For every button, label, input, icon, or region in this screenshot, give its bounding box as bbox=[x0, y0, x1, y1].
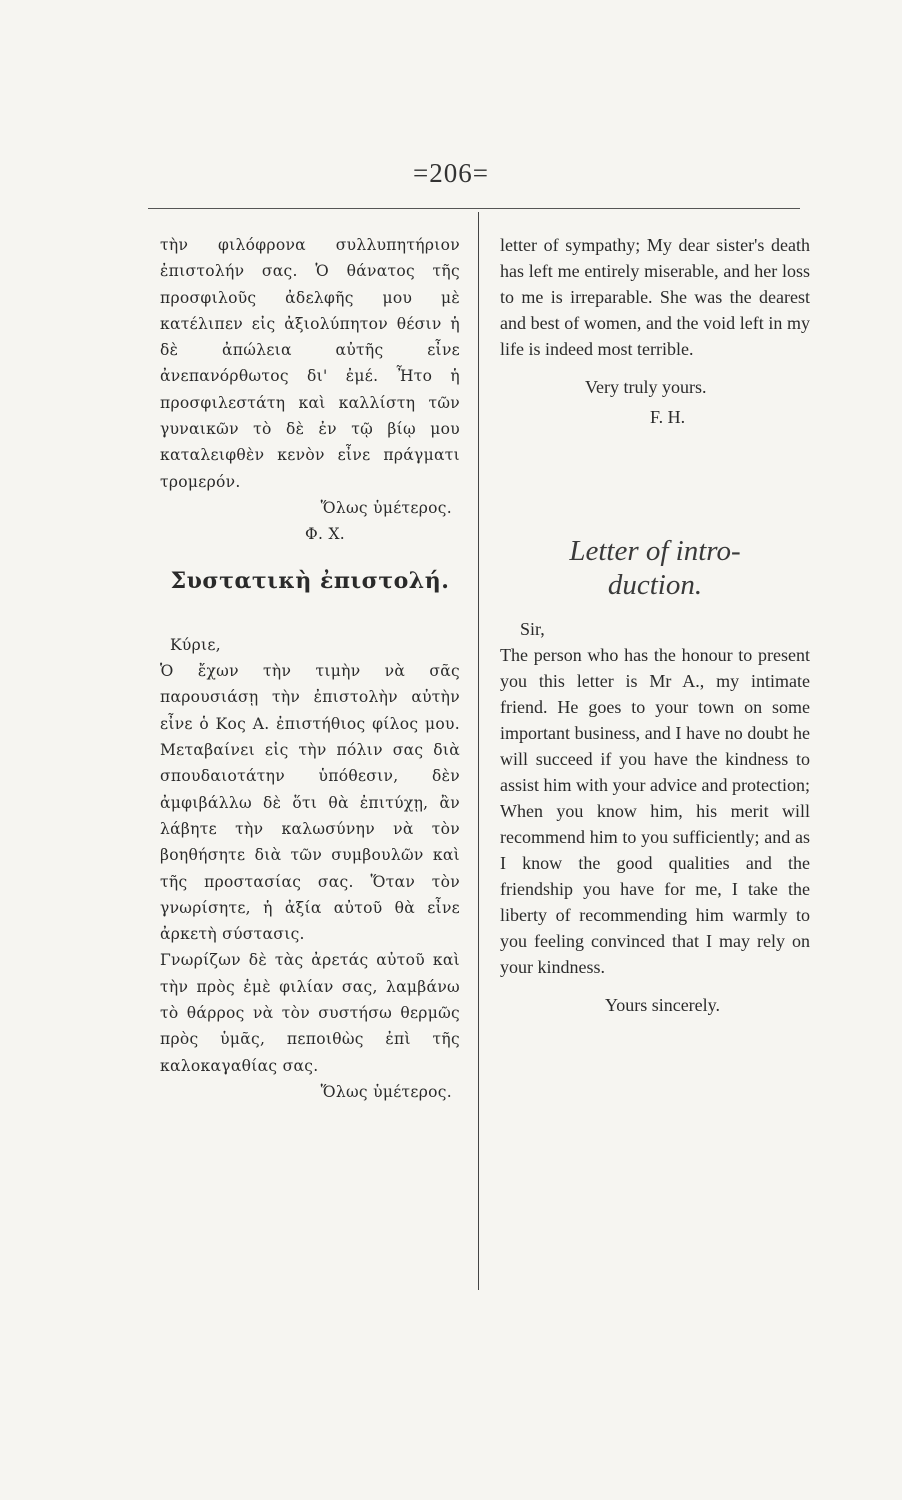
english-paragraph-introduction: The person who has the honour to present you this letter is Mr A., my intimate friend. He goes to your town on some important business, and I have no doubt he will succeed if you have the kindness to assist him with your advice and protection; When you know him, his merit will recommend him to you sufficiently; and as I know the good qualities and the friendship you have for me, I take the liberty of recommending him warmly to you feeling convinced that I may rely on your kindness. bbox=[500, 645, 810, 977]
english-heading-line-1: Letter of intro- bbox=[569, 535, 741, 567]
greek-column bbox=[160, 232, 460, 1105]
page-number: =206= bbox=[413, 158, 489, 188]
english-column bbox=[500, 232, 810, 1018]
greek-heading-introduction: Συστατικὴ ἐπιστολή. bbox=[170, 567, 450, 594]
english-closing-2: Yours sincerely. bbox=[605, 995, 720, 1015]
greek-signature-1: Φ. Χ. bbox=[304, 525, 346, 544]
english-heading-introduction bbox=[500, 534, 810, 602]
column-divider bbox=[478, 212, 479, 1290]
english-salutation: Sir, bbox=[520, 619, 545, 639]
greek-paragraph-sympathy: τὴν φιλόφρονα συλλυπητήριον ἐπιστολήν σας. Ὁ θάνατος τῆς προσφιλοῦς ἀδελφῆς μου μὲ κατέλιπεν εἰς ἀξιολύπητον θέσιν ἡ δὲ ἀπώλεια αὐτῆς εἶνε ἀνεπανόρθωτος δι' ἐμέ. Ἦτο ἡ προσφιλεστάτη καὶ καλλίστη τῶν γυναικῶν τὸ δὲ ἐν τῷ βίῳ μου καταλειφθὲν κενὸν εἶνε πράγματι τρομερόν. bbox=[160, 236, 460, 491]
greek-paragraph-introduction: Ὁ ἔχων τὴν τιμὴν νὰ σᾶς παρουσιάσῃ τὴν ἐπιστολὴν αὐτὴν εἶνε ὁ Κος Α. ἐπιστήθιος φίλος μου. Μεταβαίνει εἰς τὴν πόλιν σας διὰ σπουδαιοτάτην ὑπόθεσιν, δὲν ἀμφιβάλλω δὲ ὅτι θὰ ἐπιτύχῃ, ἂν λάβητε τὴν καλωσύνην νὰ τὸν βοηθήσητε διὰ τῶν συμβουλῶν καὶ τῆς προστασίας σας. Ὅταν τὸν γνωρίσητε, ἡ ἀξία αὐτοῦ θὰ εἶνε ἀρκετὴ σύστασις. bbox=[160, 662, 460, 944]
greek-salutation: Κύριε, bbox=[170, 635, 221, 654]
greek-closing-1: Ὅλως ὑμέτερος. bbox=[320, 498, 452, 517]
english-closing-1: Very truly yours. bbox=[585, 377, 707, 397]
top-rule bbox=[148, 208, 800, 209]
english-heading-line-2: duction. bbox=[607, 569, 703, 601]
english-signature-1: F. H. bbox=[650, 407, 686, 427]
greek-closing-2: Ὅλως ὑμέτερος. bbox=[320, 1082, 452, 1101]
english-paragraph-sympathy: letter of sympathy; My dear sister's death has left me entirely miserable, and her loss to me is irreparable. She was the dearest and best of women, and the void left in my life is indeed most terrible. bbox=[500, 235, 810, 359]
greek-paragraph-recommendation: Γνωρίζων δὲ τὰς ἀρετάς αὐτοῦ καὶ τὴν πρὸς ἐμὲ φιλίαν σας, λαμβάνω τὸ θάρρος νὰ τὸν συστήσω θερμῶς πρὸς ὑμᾶς, πεποιθὼς ἐπὶ τῆς καλοκαγαθίας σας. bbox=[160, 951, 460, 1075]
